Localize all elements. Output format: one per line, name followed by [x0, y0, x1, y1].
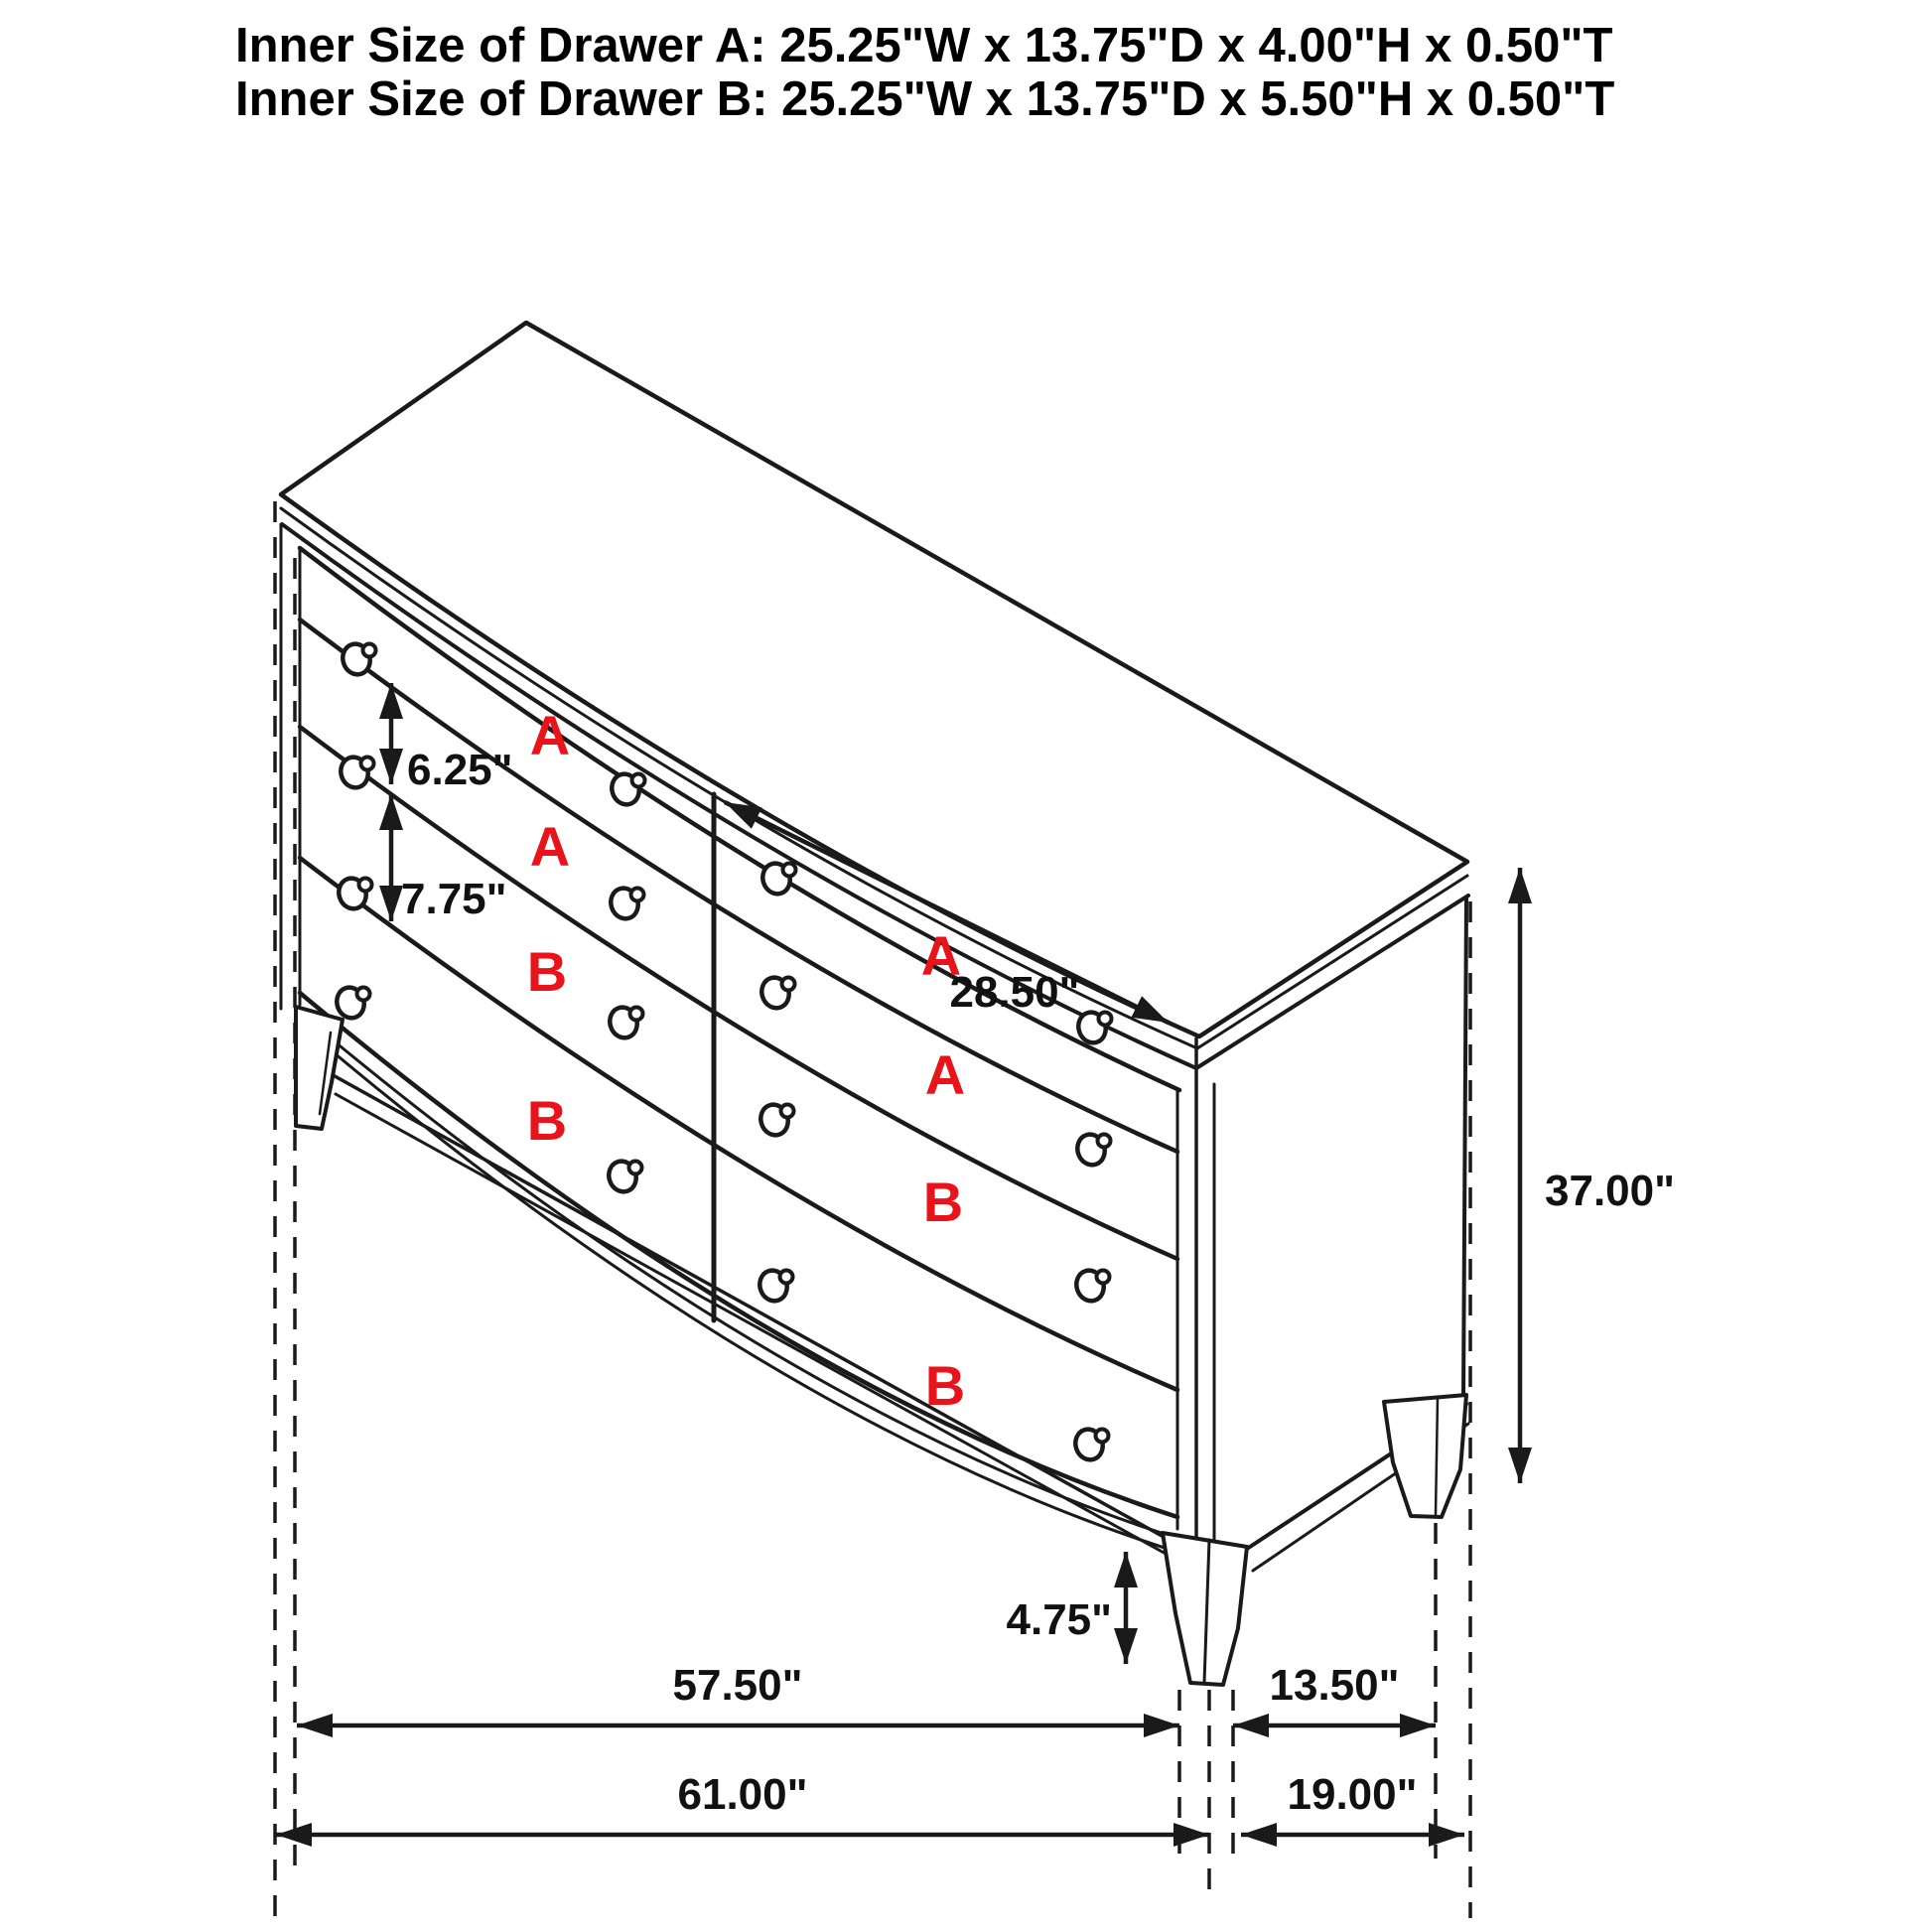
back-right-leg-outline — [1384, 1395, 1466, 1517]
dimension-label-overall-height: 37.00" — [1545, 1167, 1675, 1215]
dimension-label-drawer-b-front-height: 7.75" — [401, 875, 507, 923]
drawer-letter-label: A — [920, 924, 962, 987]
header-drawer-a-size: Inner Size of Drawer A: 25.25"W x 13.75"D x 4.00"H x 0.50"T — [235, 19, 1613, 72]
header — [235, 19, 1614, 126]
dimension-label-front-width: 57.50" — [672, 1661, 803, 1710]
dimension-label-leg-height: 4.75" — [1006, 1595, 1112, 1644]
dresser-drawing — [281, 323, 1468, 1685]
drawer-letter-label: B — [526, 940, 568, 1003]
dimension-label-overall-width: 61.00" — [677, 1770, 808, 1819]
front-right-leg — [1163, 1533, 1247, 1685]
header-drawer-b-size: Inner Size of Drawer B: 25.25"W x 13.75"D x 5.50"H x 0.50"T — [235, 72, 1615, 126]
drawer-letter-label: A — [529, 704, 571, 766]
front-left-leg — [296, 1007, 343, 1129]
dimension-label-drawer-a-front-height: 6.25" — [407, 746, 513, 794]
back-right-leg — [1384, 1395, 1466, 1517]
dimension-label-drawer-width: 28.50" — [949, 968, 1080, 1017]
drawer-letter-label: A — [529, 815, 571, 878]
drawer-letter-label: B — [526, 1089, 568, 1152]
drawer-letter-label: B — [924, 1354, 966, 1417]
dimension-label-side-span-inner: 13.50" — [1269, 1661, 1400, 1710]
drawer-letter-label: B — [922, 1171, 964, 1233]
drawer-letter-label: A — [924, 1043, 966, 1106]
dimension-label-overall-depth: 19.00" — [1287, 1770, 1418, 1819]
